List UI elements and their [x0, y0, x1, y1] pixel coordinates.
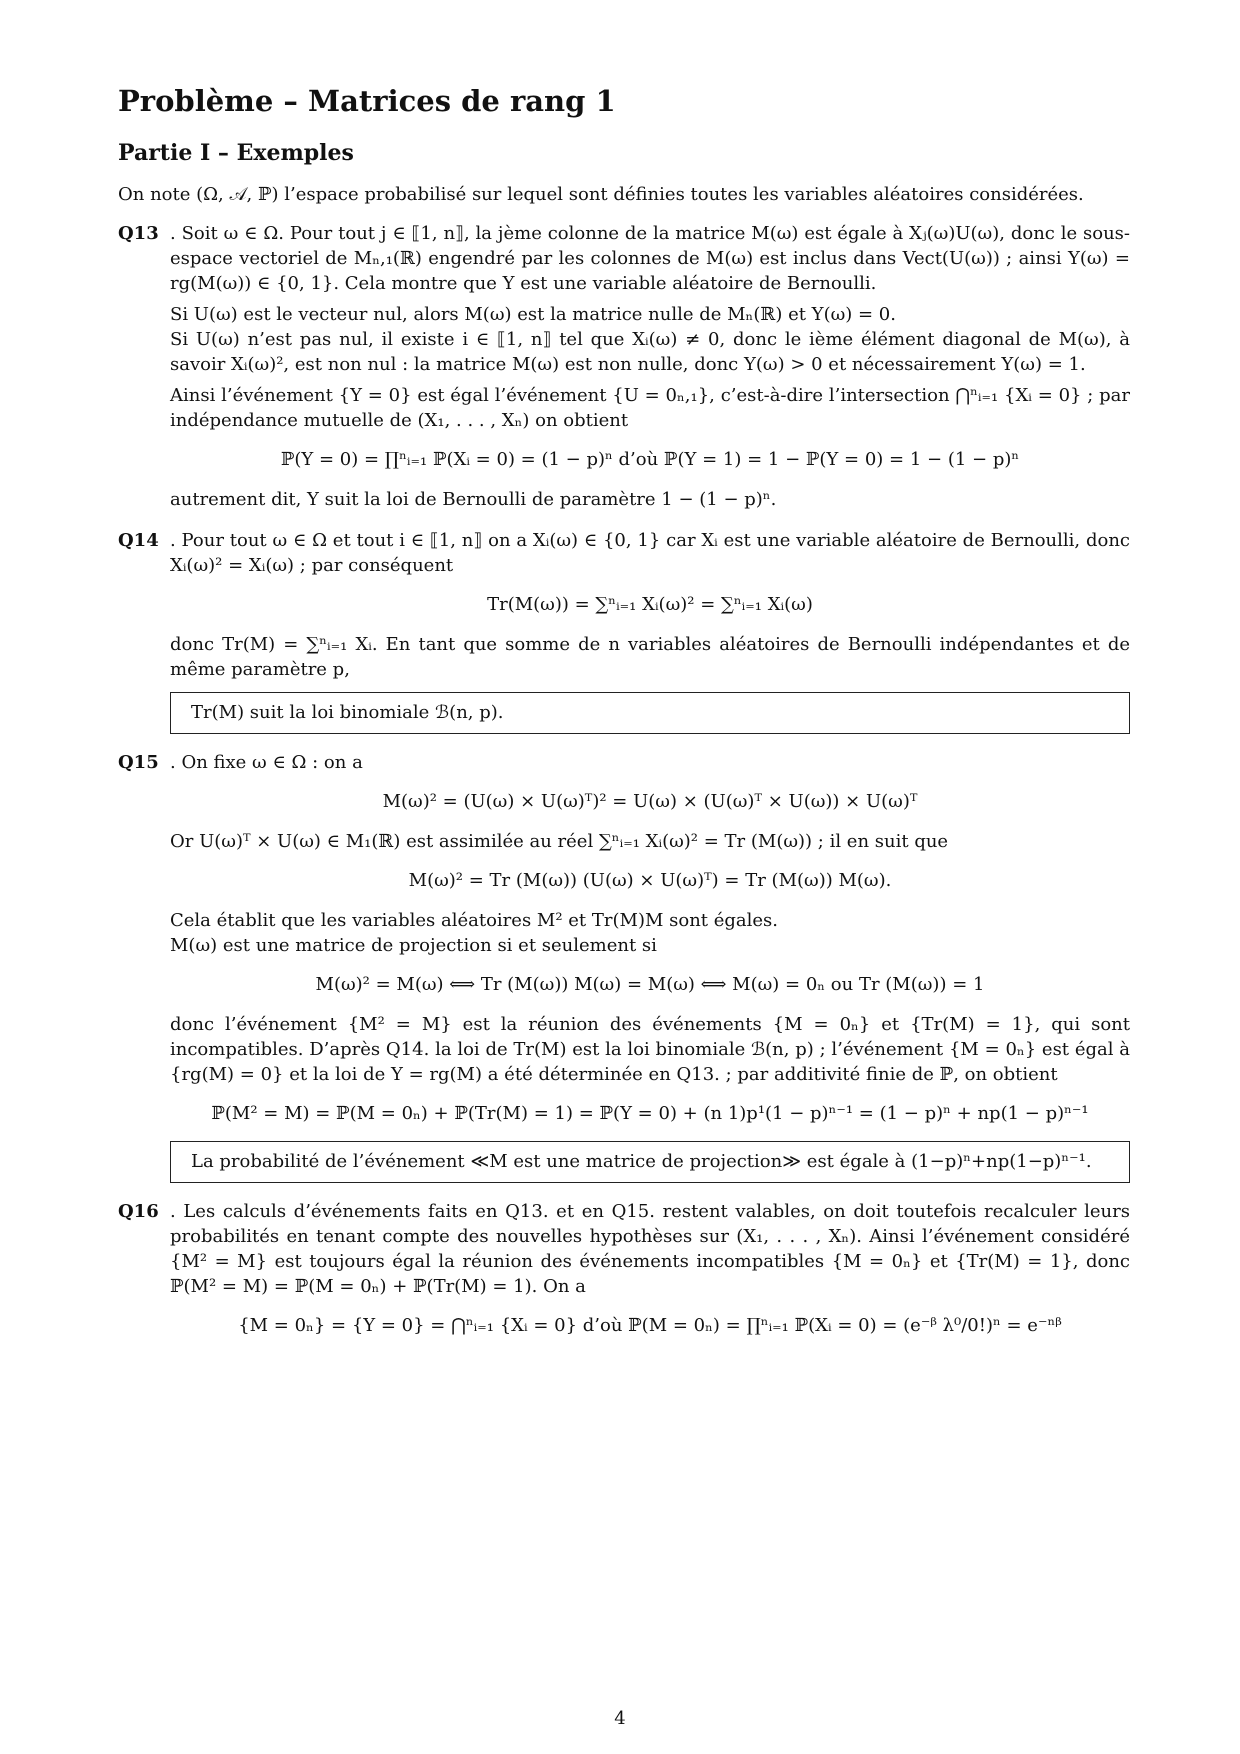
q15-paragraph-5: donc l’événement {M² = M} est la réunion des événements {M = 0ₙ} et {Tr(M) = 1}, qui sont incompatibles. D’après Q14. la loi de Tr(M) est la loi binomiale ℬ(n, p) ; l’événement {M = 0ₙ} est égal à {rg(M) = 0} et la loi de Y = rg(M) a été déterminée en Q13. ; par additivité finie de ℙ, on obtient — [170, 1014, 1130, 1085]
intro-text: On note (Ω, 𝒜, ℙ) l’espace probabilisé sur lequel sont définies toutes les variables aléatoires considérées. — [118, 184, 1084, 205]
q15-paragraph-3: Cela établit que les variables aléatoires M² et Tr(M)M sont égales. — [170, 910, 779, 931]
q13-paragraph-5: autrement dit, Y suit la loi de Bernoulli de paramètre 1 − (1 − p)ⁿ. — [170, 489, 777, 510]
question-15 — [118, 750, 1130, 1183]
q15-paragraph-4: M(ω) est une matrice de projection si et seulement si — [170, 935, 657, 956]
q15-result-box: La probabilité de l’événement ≪M est une matrice de projection≫ est égale à (1−p)ⁿ+np(1−p)ⁿ⁻¹. — [170, 1141, 1130, 1183]
q14-label: Q14 — [118, 530, 159, 551]
q13-label: Q13 — [118, 223, 159, 244]
q15-paragraph-1: . On fixe ω ∈ Ω : on a — [170, 752, 363, 773]
q14-paragraph-2: donc Tr(M) = ∑ⁿᵢ₌₁ Xᵢ. En tant que somme de n variables aléatoires de Bernoulli indépendantes et de même paramètre p, — [170, 634, 1130, 680]
problem-title: Problème – Matrices de rang 1 — [118, 84, 616, 118]
q15-equation-3: M(ω)² = M(ω) ⟺ Tr (M(ω)) M(ω) = M(ω) ⟺ M(ω) = 0ₙ ou Tr (M(ω)) = 1 — [315, 974, 985, 995]
q16-paragraph-1: . Les calculs d’événements faits en Q13. et en Q15. restent valables, on doit toutefois recalculer leurs probabilités en tenant compte des nouvelles hypothèses sur (X₁, . . . , Xₙ). Ainsi l’événement considéré {M² = M} est toujours égal la réunion des événements incompatibles {M = 0ₙ} et {Tr(M) = 1}, donc ℙ(M² = M) = ℙ(M = 0ₙ) + ℙ(Tr(M) = 1). On a — [170, 1201, 1130, 1297]
q13-paragraph-3: Si U(ω) n’est pas nul, il existe i ∈ ⟦1, n⟧ tel que Xᵢ(ω) ≠ 0, donc le ième élément diagonal de M(ω), à savoir Xᵢ(ω)², est non nul : la matrice M(ω) est non nulle, donc Y(ω) > 0 et nécessairement Y(ω) = 1. — [170, 329, 1130, 375]
question-16 — [118, 1199, 1130, 1339]
q14-paragraph-1: . Pour tout ω ∈ Ω et tout i ∈ ⟦1, n⟧ on a Xᵢ(ω) ∈ {0, 1} car Xᵢ est une variable aléatoire de Bernoulli, donc Xᵢ(ω)² = Xᵢ(ω) ; par conséquent — [170, 530, 1130, 576]
q15-paragraph-2: Or U(ω)ᵀ × U(ω) ∈ M₁(ℝ) est assimilée au réel ∑ⁿᵢ₌₁ Xᵢ(ω)² = Tr (M(ω)) ; il en suit que — [170, 831, 949, 852]
q15-equation-4: ℙ(M² = M) = ℙ(M = 0ₙ) + ℙ(Tr(M) = 1) = ℙ(Y = 0) + (n 1)p¹(1 − p)ⁿ⁻¹ = (1 − p)ⁿ + np(1 − p)ⁿ⁻¹ — [211, 1103, 1089, 1124]
q15-equation-1: M(ω)² = (U(ω) × U(ω)ᵀ)² = U(ω) × (U(ω)ᵀ × U(ω)) × U(ω)ᵀ — [382, 791, 918, 812]
q13-equation-1: ℙ(Y = 0) = ∏ⁿᵢ₌₁ ℙ(Xᵢ = 0) = (1 − p)ⁿ d’où ℙ(Y = 1) = 1 − ℙ(Y = 0) = 1 − (1 − p)ⁿ — [280, 449, 1020, 470]
q14-result-box: Tr(M) suit la loi binomiale ℬ(n, p). — [170, 692, 1130, 734]
q15-label: Q15 — [118, 752, 159, 773]
document-page — [118, 84, 1130, 1355]
q13-paragraph-4: Ainsi l’événement {Y = 0} est égal l’événement {U = 0ₙ,₁}, c’est-à-dire l’intersection ⋂ⁿᵢ₌₁ {Xᵢ = 0} ; par indépendance mutuelle de (X₁, . . . , Xₙ) on obtient — [170, 385, 1130, 431]
page-number: 4 — [614, 1708, 626, 1729]
q16-equation-1: {M = 0ₙ} = {Y = 0} = ⋂ⁿᵢ₌₁ {Xᵢ = 0} d’où ℙ(M = 0ₙ) = ∏ⁿᵢ₌₁ ℙ(Xᵢ = 0) = (e⁻ᵝ λ⁰/0!)ⁿ = e⁻ⁿᵝ — [238, 1315, 1062, 1336]
q14-equation-1: Tr(M(ω)) = ∑ⁿᵢ₌₁ Xᵢ(ω)² = ∑ⁿᵢ₌₁ Xᵢ(ω) — [487, 594, 813, 615]
question-14 — [118, 528, 1130, 734]
q15-equation-2: M(ω)² = Tr (M(ω)) (U(ω) × U(ω)ᵀ) = Tr (M(ω)) M(ω). — [408, 870, 892, 891]
part-title: Partie I – Exemples — [118, 140, 354, 166]
q16-label: Q16 — [118, 1201, 159, 1222]
q13-paragraph-2: Si U(ω) est le vecteur nul, alors M(ω) est la matrice nulle de Mₙ(ℝ) et Y(ω) = 0. — [170, 304, 896, 325]
question-13 — [118, 221, 1130, 512]
q13-paragraph-1: . Soit ω ∈ Ω. Pour tout j ∈ ⟦1, n⟧, la jème colonne de la matrice M(ω) est égale à Xⱼ(ω)U(ω), donc le sous-espace vectoriel de Mₙ,₁(ℝ) engendré par les colonnes de M(ω) est inclus dans Vect(U(ω)) ; ainsi Y(ω) = rg(M(ω)) ∈ {0, 1}. Cela montre que Y est une variable aléatoire de Bernoulli. — [170, 223, 1130, 294]
